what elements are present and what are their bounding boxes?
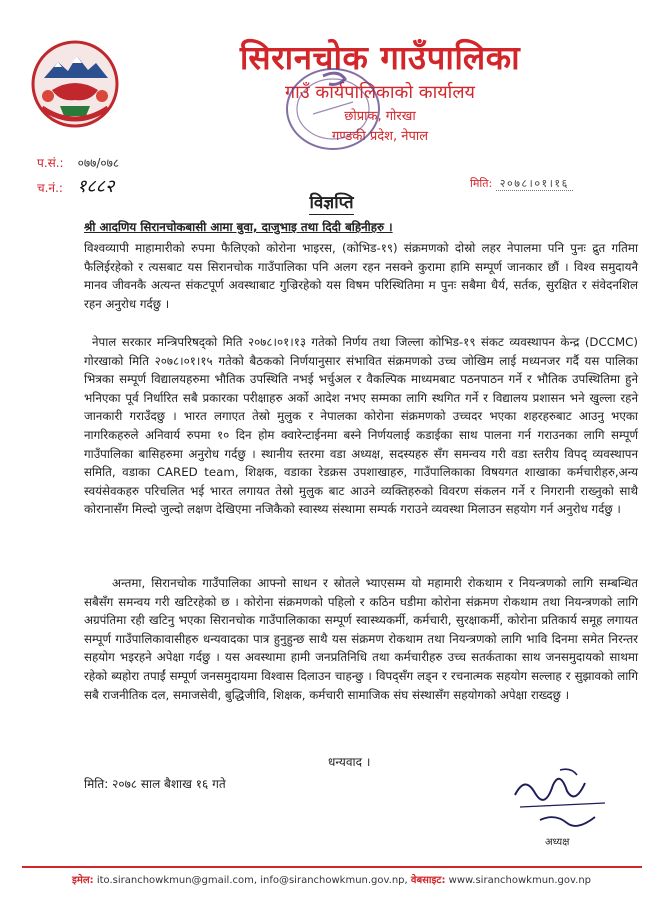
chalani-label: च.नं.: <box>37 181 63 195</box>
paragraph-3: अन्तमा, सिरानचोक गाउँपालिका आफ्नो साधन र स्रोतले भ्याएसम्म यो महामारी रोकथाम र नियन्त्रणको लागि सम्बन्धित सबैसँग समन्वय गरी खटिरहेको छ । कोरोना संक्रमणको पहिलो र कठिन घडीमा कोरोना संक्रमण रोकथाम तथा नियन्त्रणको लागि अग्रपंतिमा रही खटिनु भएका सिरानचोक गाउँपालिकाका सम्पूर्ण स्वास्थ्यकर्मी, कर्मचारी, सुरक्षाकर्मी, कोरोना प्रतिकार्य समूह लगायत सम्पूर्ण गाउँपालिकावासीहरु धन्यवादका पात्र हुनुहुन्छ साथै यस संक्रमण रोकथाम तथा नियन्त्रणको लागि भावि दिनमा समेत निरन्तर सहयोग भइरहने अपेक्षा गर्दछु । यस अवस्थामा हामी जनप्रतिनिधि तथा कर्मचारीहरु उच्च सतर्कताका साथ जनसमुदायको साथमा रहेको ब्यहोरा तपाईं सम्पूर्ण जनसमुदायमा विश्वास दिलाउन चाहन्छु । विपद्सँग लड्न र रचनात्मक सहयोग सल्लाह र सुझावको लागि सबै राजनीतिक दल, समाजसेवी, बुद्धिजीवि, शिक्षक, कर्मचारी सामाजिक संघ संस्थासँग सहयोगको अपेक्षा राख्दछु । <box>84 576 638 702</box>
nepal-emblem-icon <box>30 38 120 130</box>
patra-value: ०७७/०७८ <box>77 156 120 170</box>
salutation: श्री आदणिय सिरानचोकबासी आमा बुवा, दाजुभाइ तथा दिदी बहिनीहरु । <box>84 220 393 234</box>
office-seal-stamp-icon <box>283 64 383 154</box>
signatory-title: अध्यक्ष <box>545 837 570 848</box>
issue-date <box>470 176 573 191</box>
website-label: वेबसाइट: <box>410 875 446 886</box>
patra-sankhya <box>37 154 119 171</box>
paragraph-1: विश्वव्यापी माहामारीको रुपमा फैलिएको कोरोना भाइरस, (कोभिड-१९) संक्रमणको दोस्रो लहर नेपालमा पनि पुनः द्रुत गतिमा फैलिईरहेको र त्यसबाट यस सिरानचोक गाउँपालिका पनि अलग रहन नसक्ने कुरामा हामि सम्पूर्ण जानकार छौं । विश्व समुदायनै मानव जीवनकै अत्यन्त संकटपूर्ण अवस्थाबाट गुज्रिरहेको यस विषम परिस्थितिमा म पुनः सबैमा धैर्य, सर्तक, सुरक्षित र संवेदनशिल रहन अनुरोध गर्दछु । <box>84 241 638 311</box>
signature-icon <box>505 765 625 845</box>
office-location: छोप्राक, गोरखा <box>344 109 416 124</box>
office-name: गाउँ कार्यपालिकाको कार्यालय <box>285 82 475 103</box>
paragraph-2: नेपाल सरकार मन्त्रिपरिषद्को मिति २०७८।०१।१३ गतेको निर्णय तथा जिल्ला कोभिड-१९ संकट व्यवस्थापन केन्द्र (DCCMC) गोरखाको मिति २०७८।०१।१५ गतेको बैठकको निर्णयानुसार संभावित संक्रमणको उच्च जोखिम लाई मध्यनजर गर्दै यस पालिका भित्रका सम्पूर्ण विद्यालयहरुमा भौतिक उपस्थिति नभई भर्चुअल र वैकल्पिक माध्यमबाट पठनपाठन गर्ने र भौतिक उपस्थितिमा हुने भनिएका पूर्व निर्धारित सबै प्रकारका परीक्षाहरु अर्को आदेश नभए सम्मका लागि स्थगित गर्ने र विद्यालय प्रशासन भने खुल्ला रहने जानकारी गराउँदछु । भारत लगाएत तेस्रो मुलुक र नेपालका कोरोना संक्रमणको उच्चदर भएका शहरहरुबाट आउनु भएका नागरिकहरुले अनिवार्य रुपमा १० दिन होम क्वारेन्टाईनमा बस्ने निर्णयलाई कडाईका साथ पालना गर्न गराउनका लागि सम्पूर्ण गाउँपालिका बासिहरुमा अनुरोध गर्दछु । स्थानीय स्तरमा वडा अध्यक्ष, सदस्यहरु सँग समन्वय गरी वडा स्तरीय विपद् व्यवस्थापन समिति, वडाका CARED team, शिक्षक, वडाका रेडक्रस उपशाखाहरु, गाउँपालिकाका विषयगत शाखाका कर्मचारीहरु,अन्य स्वयंसेवकहरु परिचलित भई भारत लगायत तेस्रो मुलुक बाट आउने व्यक्तिहरुको विवरण संकलन गर्ने र निगरानी राख्नुको साथै कोरानासँग मिल्दो जुल्दो लक्षण देखिएमा नजिकैको स्वास्थ्य संस्थामा सम्पर्क गराउने व्यवस्था मिलाउन सहयोग गर्न अनुरोध गर्दछु । <box>84 335 638 517</box>
chalani-value: १८८२ <box>76 176 115 197</box>
closing-date: मिति: २०७८ साल बैशाख १६ गते <box>84 777 226 791</box>
issue-date-label: मिति: <box>470 177 493 190</box>
municipality-title: सिरानचोक गाउँपालिका <box>239 38 521 77</box>
thanks-text: धन्यवाद । <box>328 755 371 769</box>
office-province: गण्डकी प्रदेश, नेपाल <box>331 129 429 144</box>
footer-contact <box>0 872 663 886</box>
email-links[interactable]: ito.siranchowkmun@gmail.com, info@siranchowkmun.gov.np, <box>96 875 408 886</box>
footer-divider <box>22 866 642 868</box>
website-link[interactable]: www.siranchowkmun.gov.np <box>448 875 592 886</box>
issue-date-value: २०७८।०१।१६ <box>496 177 573 191</box>
email-label: इमेल: <box>71 875 94 886</box>
notice-title-text: विज्ञप्ति <box>309 193 354 213</box>
notice-title <box>0 190 663 213</box>
patra-label: प.सं.: <box>37 156 64 170</box>
